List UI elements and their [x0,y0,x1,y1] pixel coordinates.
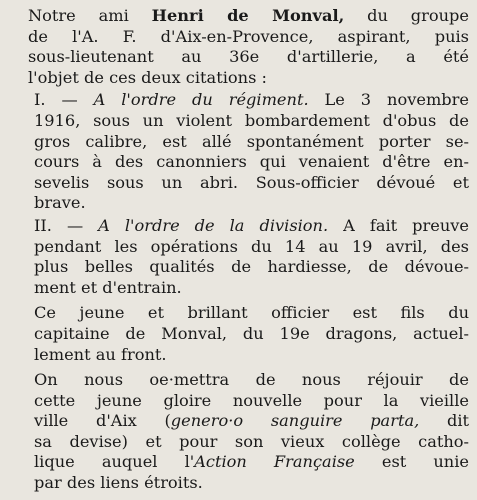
closing-line-3 [10,411,469,432]
citation-2-label: A l'ordre de la division. [98,215,329,235]
citation-1-line-4: cours à des canonniers qui venaient d'être en- [34,152,469,172]
citation-2-number: II. — [34,215,99,235]
officer-line-2: capitaine de Monval, du 19e dragons, actuel- [34,323,469,343]
citation-2-line-4: ment et d'entrain. [34,277,182,297]
citation-1 [10,90,469,214]
closing-line-5 [10,452,469,473]
city-motto: genero·o sanguire parta, [170,411,420,431]
citation-2-rest: A fait preuve [328,215,470,235]
intro-line-1 [10,6,469,27]
citation-1-line-2: 1916, sous un violent bombardement d'obus de [34,110,469,130]
officer-paragraph [10,303,469,365]
closing-paragraph [10,370,469,494]
closing-line-1: On nous oe·mettra de nous réjouir de [34,370,469,390]
citation-2-line-2: pendant les opérations du 14 au 19 avril, des [34,236,469,256]
person-name: Henri de Monval, [151,6,345,25]
closing-line-3-start: ville d'Aix ( [34,411,171,431]
citation-1-rest: Le 3 novembre [308,90,469,110]
closing-line-5-start: lique auquel l' [34,452,195,472]
intro-rest: du groupe [344,6,469,25]
closing-line-5-end: est unie [354,452,469,472]
intro-line-4: l'objet de ces deux citations : [28,67,267,87]
citation-1-line-6: brave. [34,193,86,213]
citation-1-number: I. — [34,90,94,110]
intro-paragraph [10,6,469,88]
officer-line-3: lement au front. [34,344,167,364]
closing-line-4: sa devise) et pour son vieux collège catho- [34,431,469,451]
citation-1-label: A l'ordre du régiment. [93,90,309,110]
intro-lead: Notre ami [28,6,152,25]
citation-2-line-3: plus belles qualités de hardiesse, de dévoue- [34,257,469,277]
intro-line-3: sous-lieutenant au 36e d'artillerie, a été [28,47,469,67]
citation-1-line-3: gros calibre, est allé spontanément porter se- [34,131,469,151]
newspaper-name: Action Française [194,452,355,472]
citation-2 [10,216,469,298]
citation-1-line-1 [10,90,469,111]
citation-1-line-5: sevelis sous un abri. Sous-officier dévoué et [34,172,469,192]
intro-line-2: de l'A. F. d'Aix-en-Provence, aspirant, puis [28,26,469,46]
closing-line-2: cette jeune gloire nouvelle pour la vieille [34,390,469,410]
officer-line-1: Ce jeune et brillant officier est fils du [34,303,469,323]
citation-2-line-1 [10,216,469,237]
closing-line-3-end: dit [419,411,469,431]
closing-line-6: par des liens étroits. [34,473,203,493]
